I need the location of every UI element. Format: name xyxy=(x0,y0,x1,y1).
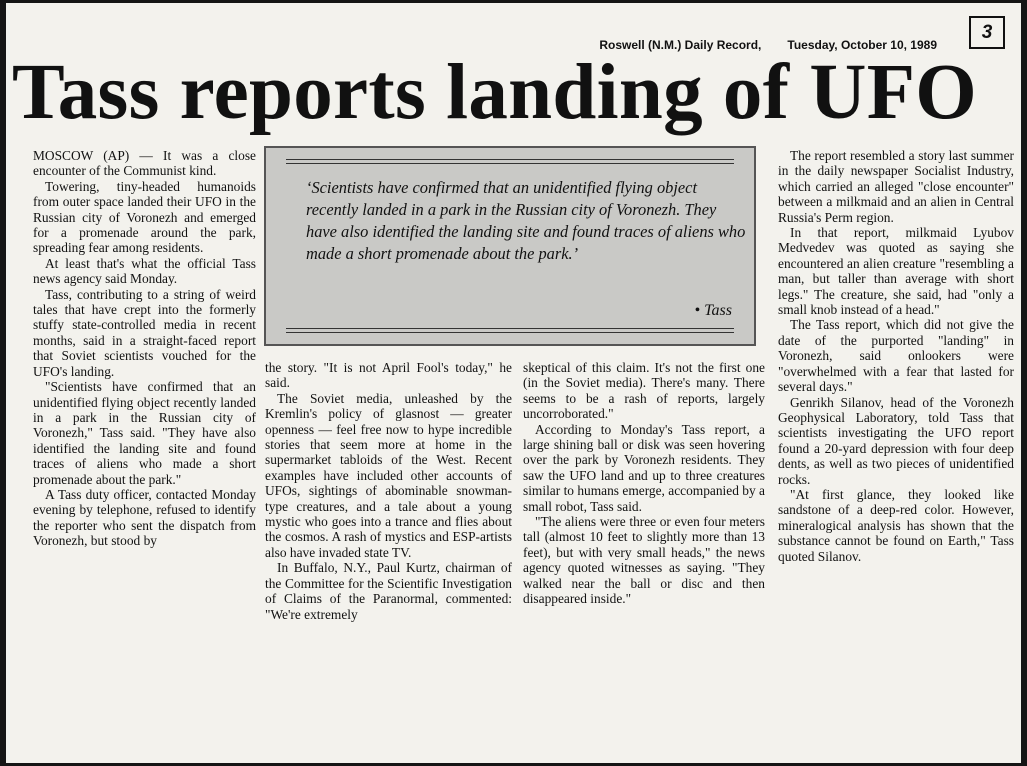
article-paragraph: "Scientists have confirmed that an unidentified flying object recently landed in a park in the Russian city of Voronezh," Tass said. "They have also identified the landing site and found traces of aliens who made a short promenade about the park." xyxy=(33,379,256,487)
article-paragraph: the story. "It is not April Fool's today," he said. xyxy=(265,360,512,391)
article-paragraph: According to Monday's Tass report, a large shining ball or disk was seen hovering over the park by Voronezh residents. They saw the UFO land and up to three creatures similar to humans emerge, accompanied by a small robot, Tass said. xyxy=(523,421,765,514)
pull-quote-attribution: • Tass xyxy=(694,302,732,319)
article-column-2 xyxy=(265,360,512,622)
pull-quote-top-rule xyxy=(286,159,734,160)
article-paragraph: The Soviet media, unleashed by the Kremlin's policy of glasnost — greater openness — feel free now to hype incredible stories that seem more at home in the supermarket tabloids of the West. Recent examples have included other accounts of UFOs, sightings of abominable snowman-type creatures, and a tale about a young mystic who goes into a trance and flies about the cosmos. A rash of mystics and ESP-artists also have invaded state TV. xyxy=(265,390,512,560)
article-paragraph: The Tass report, which did not give the date of the purported "landing" in Voronezh, said onlookers were "overwhelmed with a fear that lasted for several days." xyxy=(778,317,1014,395)
article-paragraph: Tass, contributing to a string of weird tales that have crept into the formerly stuffy state-controlled media in recent months, said in a straight-faced report that Soviet scientists vouched for the UFO's landing. xyxy=(33,286,256,379)
article-paragraph: The report resembled a story last summer in the daily newspaper Socialist Industry, which carried an alleged "close encounter" between a milkmaid and an alien in Central Russia's Perm region. xyxy=(778,148,1014,225)
pull-quote-box xyxy=(264,146,756,346)
newspaper-clipping xyxy=(6,3,1021,763)
article-paragraph: In that report, milkmaid Lyubov Medvedev was quoted as saying she encountered an alien creature "resembling a man, but taller than average with short legs." The creature, she said, had "only a small knob instead of a head." xyxy=(778,225,1014,318)
article-paragraph: Towering, tiny-headed humanoids from outer space landed their UFO in the Russian city of Voronezh and emerged for a promenade around the park, spreading fear among residents. xyxy=(33,178,256,256)
issue-date: Tuesday, October 10, 1989 xyxy=(787,38,937,52)
article-paragraph: "The aliens were three or even four meters tall (almost 10 feet to slightly more than 13 feet), but with very small heads," the news agency quoted witnesses as saying. "They walked near the ball or disc and then disappeared inside." xyxy=(523,514,765,607)
article-paragraph: "At first glance, they looked like sandstone of a deep-red color. However, mineralogical analysis has shown that the substance cannot be found on Earth," Tass quoted Silanov. xyxy=(778,486,1014,564)
dateline-paragraph: MOSCOW (AP) — It was a close encounter of the Communist kind. xyxy=(33,148,256,179)
headline: Tass reports landing of UFO xyxy=(12,49,978,136)
pull-quote-top-rule xyxy=(286,163,734,164)
pull-quote-bottom-rule xyxy=(286,328,734,329)
pull-quote-text: ‘Scientists have confirmed that an unidentified flying object recently landed in a park in the Russian city of Voronezh. They have also identified the landing site and found traces of aliens who made a short promenade about the park.’ xyxy=(306,178,746,263)
article-paragraph: skeptical of this claim. It's not the first one (in the Soviet media). There's many. There seems to be a rash of reports, largely uncorroborated." xyxy=(523,360,765,422)
article-column-4 xyxy=(778,148,1014,564)
article-paragraph: In Buffalo, N.Y., Paul Kurtz, chairman of the Committee for the Scientific Investigation of Claims of the Paranormal, commented: "We're extremely xyxy=(265,560,512,622)
article-paragraph: Genrikh Silanov, head of the Voronezh Geophysical Laboratory, told Tass that scientists investigating the UFO report found a 20-yard depression with four deep dents, as well as two pieces of unidentified rocks. xyxy=(778,394,1014,487)
page-number: 3 xyxy=(969,16,1005,49)
article-column-3 xyxy=(523,360,765,607)
article-paragraph: A Tass duty officer, contacted Monday evening by telephone, refused to identify the reporter who sent the dispatch from Voronezh, but stood by xyxy=(33,486,256,549)
paper-name: Roswell (N.M.) Daily Record, xyxy=(599,38,762,52)
article-paragraph: At least that's what the official Tass news agency said Monday. xyxy=(33,255,256,287)
pull-quote-bottom-rule xyxy=(286,332,734,333)
article-column-1 xyxy=(33,148,256,549)
